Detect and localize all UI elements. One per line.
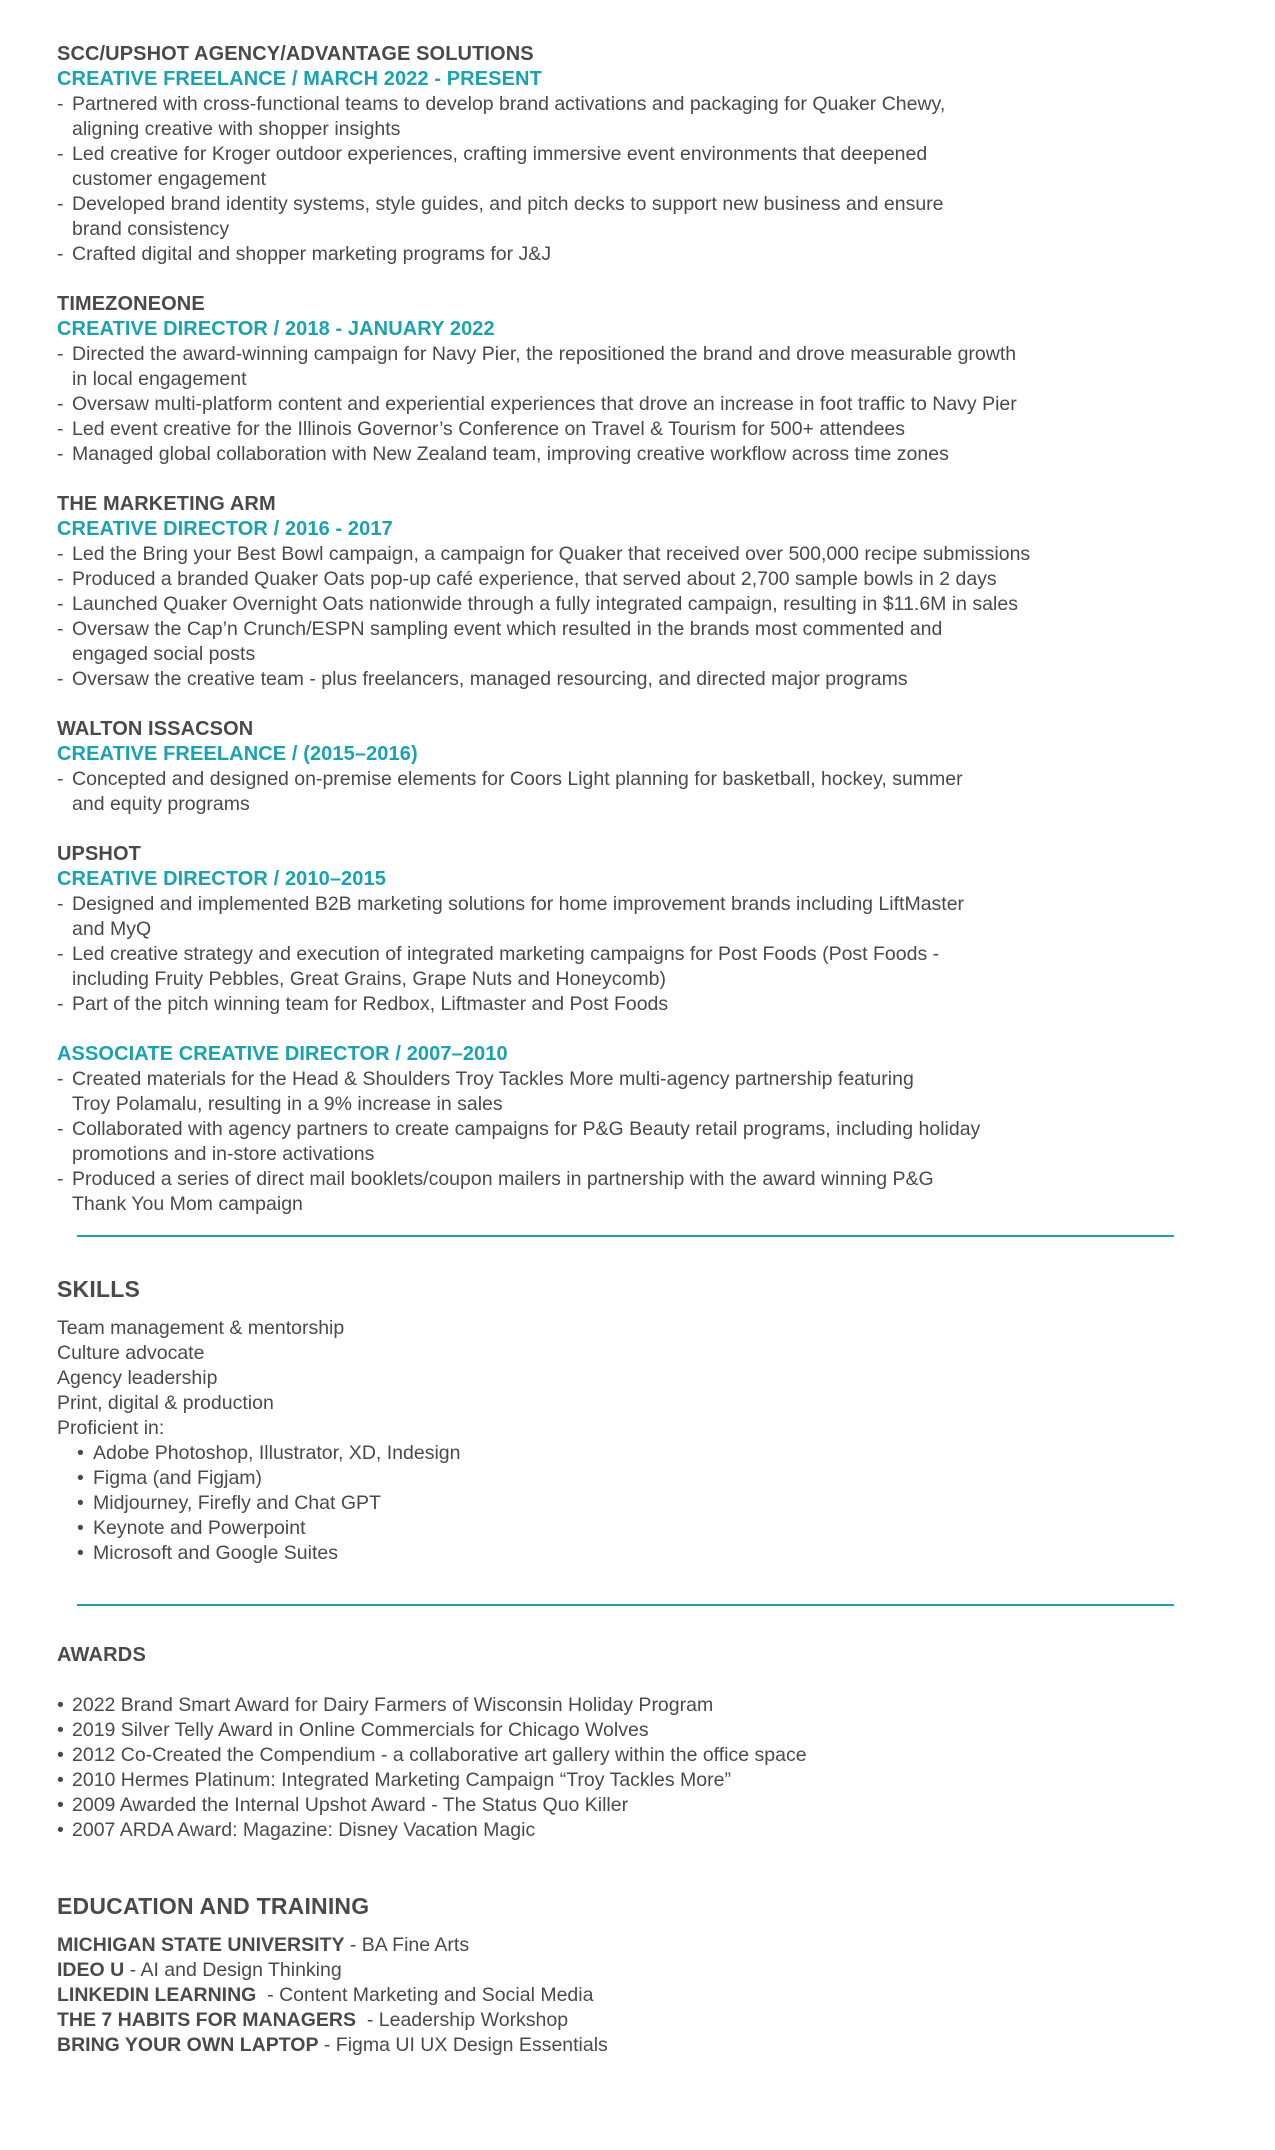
skill-item: Print, digital & production: [57, 1392, 274, 1414]
section-divider: [77, 1235, 1174, 1237]
award-item: • 2007 ARDA Award: Magazine: Disney Vacation Magic: [57, 1818, 1275, 1843]
job-bullet: - Crafted digital and shopper marketing programs for J&J: [57, 242, 1275, 267]
tool-item: • Figma (and Figjam): [77, 1466, 1275, 1491]
company-name: SCC/UPSHOT AGENCY/ADVANTAGE SOLUTIONS: [57, 43, 534, 65]
job-bullet: - Led the Bring your Best Bowl campaign, a campaign for Quaker that received over 500,000 recipe submissions: [57, 542, 1275, 567]
job-entry: [57, 42, 1275, 267]
job-bullet: - Led event creative for the Illinois Governor’s Conference on Travel & Tourism for 500+ attendees: [57, 417, 1275, 442]
job-bullets: [57, 892, 1275, 1017]
job-bullet: - Launched Quaker Overnight Oats nationwide through a fully integrated campaign, resulting in $11.6M in sales: [57, 592, 1275, 617]
role-title: ASSOCIATE CREATIVE DIRECTOR / 2007–2010: [57, 1043, 508, 1065]
tools-list: [57, 1441, 1275, 1566]
institution-name: MICHIGAN STATE UNIVERSITY: [57, 1934, 345, 1956]
job-entry: [57, 717, 1275, 817]
job-bullets: [57, 92, 1275, 267]
job-bullet: - Designed and implemented B2B marketing solutions for home improvement brands including LiftMaster and MyQ: [57, 892, 1275, 942]
award-item: • 2009 Awarded the Internal Upshot Award - The Status Quo Killer: [57, 1793, 1275, 1818]
skills-section: [57, 1274, 1275, 1566]
award-item: • 2012 Co-Created the Compendium - a collaborative art gallery within the office space: [57, 1743, 1275, 1768]
tool-item: • Adobe Photoshop, Illustrator, XD, Indesign: [77, 1441, 1275, 1466]
job-bullet: - Partnered with cross-functional teams to develop brand activations and packaging for Quaker Chewy, aligning creative with shopper insights: [57, 92, 1275, 142]
job-bullet: - Collaborated with agency partners to create campaigns for P&G Beauty retail programs, including holiday promotions and in-store activations: [57, 1117, 1275, 1167]
education-section: [57, 1891, 1275, 2058]
job-entry: [57, 842, 1275, 1017]
education-item: [57, 1983, 1275, 2008]
job-entry: [57, 1042, 1275, 1217]
company-name: THE MARKETING ARM: [57, 493, 276, 515]
education-detail: - Leadership Workshop: [356, 2009, 569, 2031]
job-bullet: - Directed the award-winning campaign for Navy Pier, the repositioned the brand and drove measurable growth in local engagement: [57, 342, 1275, 392]
job-bullet: - Oversaw the Cap’n Crunch/ESPN sampling event which resulted in the brands most commented and engaged social posts: [57, 617, 1275, 667]
education-item: [57, 2008, 1275, 2033]
experience-section: [57, 42, 1275, 1217]
institution-name: THE 7 HABITS FOR MANAGERS: [57, 2009, 357, 2031]
job-bullet: - Produced a series of direct mail booklets/coupon mailers in partnership with the award winning P&G Thank You Mom campaign: [57, 1167, 1275, 1217]
job-bullet: - Concepted and designed on-premise elements for Coors Light planning for basketball, hockey, summer and equity programs: [57, 767, 1275, 817]
job-bullet: - Developed brand identity systems, style guides, and pitch decks to support new business and ensure brand consistency: [57, 192, 1275, 242]
award-item: • 2019 Silver Telly Award in Online Commercials for Chicago Wolves: [57, 1718, 1275, 1743]
tool-item: • Keynote and Powerpoint: [77, 1516, 1275, 1541]
education-detail: - Figma UI UX Design Essentials: [318, 2034, 608, 2056]
company-name: UPSHOT: [57, 843, 141, 865]
institution-name: LINKEDIN LEARNING: [57, 1984, 257, 2006]
education-detail: - AI and Design Thinking: [124, 1959, 342, 1981]
role-title: CREATIVE FREELANCE / (2015–2016): [57, 743, 418, 765]
tool-item: • Midjourney, Firefly and Chat GPT: [77, 1491, 1275, 1516]
job-bullets: [57, 542, 1275, 692]
education-detail: - BA Fine Arts: [344, 1934, 470, 1956]
awards-heading: AWARDS: [57, 1644, 146, 1666]
section-divider: [77, 1604, 1174, 1606]
education-detail: - Content Marketing and Social Media: [256, 1984, 594, 2006]
awards-section: [57, 1643, 1275, 1843]
job-bullet: - Produced a branded Quaker Oats pop-up café experience, that served about 2,700 sample bowls in 2 days: [57, 567, 1275, 592]
awards-list: [57, 1693, 1275, 1843]
skill-item: Agency leadership: [57, 1367, 218, 1389]
institution-name: IDEO U: [57, 1959, 125, 1981]
job-bullet: - Managed global collaboration with New Zealand team, improving creative workflow across time zones: [57, 442, 1275, 467]
job-bullet: - Led creative for Kroger outdoor experiences, crafting immersive event environments that deepened customer engagement: [57, 142, 1275, 192]
job-bullet: - Part of the pitch winning team for Redbox, Liftmaster and Post Foods: [57, 992, 1275, 1017]
skills-heading: SKILLS: [57, 1276, 140, 1302]
institution-name: BRING YOUR OWN LAPTOP: [57, 2034, 319, 2056]
job-bullet: - Oversaw multi-platform content and experiential experiences that drove an increase in foot traffic to Navy Pier: [57, 392, 1275, 417]
role-title: CREATIVE DIRECTOR / 2018 - JANUARY 2022: [57, 318, 495, 340]
education-item: [57, 2033, 1275, 2058]
education-heading: EDUCATION AND TRAINING: [57, 1893, 370, 1919]
job-bullets: [57, 342, 1275, 467]
job-entry: [57, 492, 1275, 692]
award-item: • 2010 Hermes Platinum: Integrated Marketing Campaign “Troy Tackles More”: [57, 1768, 1275, 1793]
education-item: [57, 1933, 1275, 1958]
role-title: CREATIVE FREELANCE / MARCH 2022 - PRESENT: [57, 68, 542, 90]
job-bullets: [57, 1067, 1275, 1217]
job-bullet: - Oversaw the creative team - plus freelancers, managed resourcing, and directed major programs: [57, 667, 1275, 692]
skill-item: Team management & mentorship: [57, 1317, 345, 1339]
company-name: WALTON ISSACSON: [57, 718, 254, 740]
job-bullets: [57, 767, 1275, 817]
proficient-label: Proficient in:: [57, 1417, 165, 1439]
skill-item: Culture advocate: [57, 1342, 205, 1364]
tool-item: • Microsoft and Google Suites: [77, 1541, 1275, 1566]
award-item: • 2022 Brand Smart Award for Dairy Farmers of Wisconsin Holiday Program: [57, 1693, 1275, 1718]
job-entry: [57, 292, 1275, 467]
job-bullet: - Led creative strategy and execution of integrated marketing campaigns for Post Foods (Post Foods - including Fruity Pebbles, Great Grains, Grape Nuts and Honeycomb): [57, 942, 1275, 992]
role-title: CREATIVE DIRECTOR / 2010–2015: [57, 868, 386, 890]
role-title: CREATIVE DIRECTOR / 2016 - 2017: [57, 518, 393, 540]
education-item: [57, 1958, 1275, 1983]
job-bullet: - Created materials for the Head & Shoulders Troy Tackles More multi-agency partnership featuring Troy Polamalu, resulting in a 9% increase in sales: [57, 1067, 1275, 1117]
company-name: TIMEZONEONE: [57, 293, 205, 315]
